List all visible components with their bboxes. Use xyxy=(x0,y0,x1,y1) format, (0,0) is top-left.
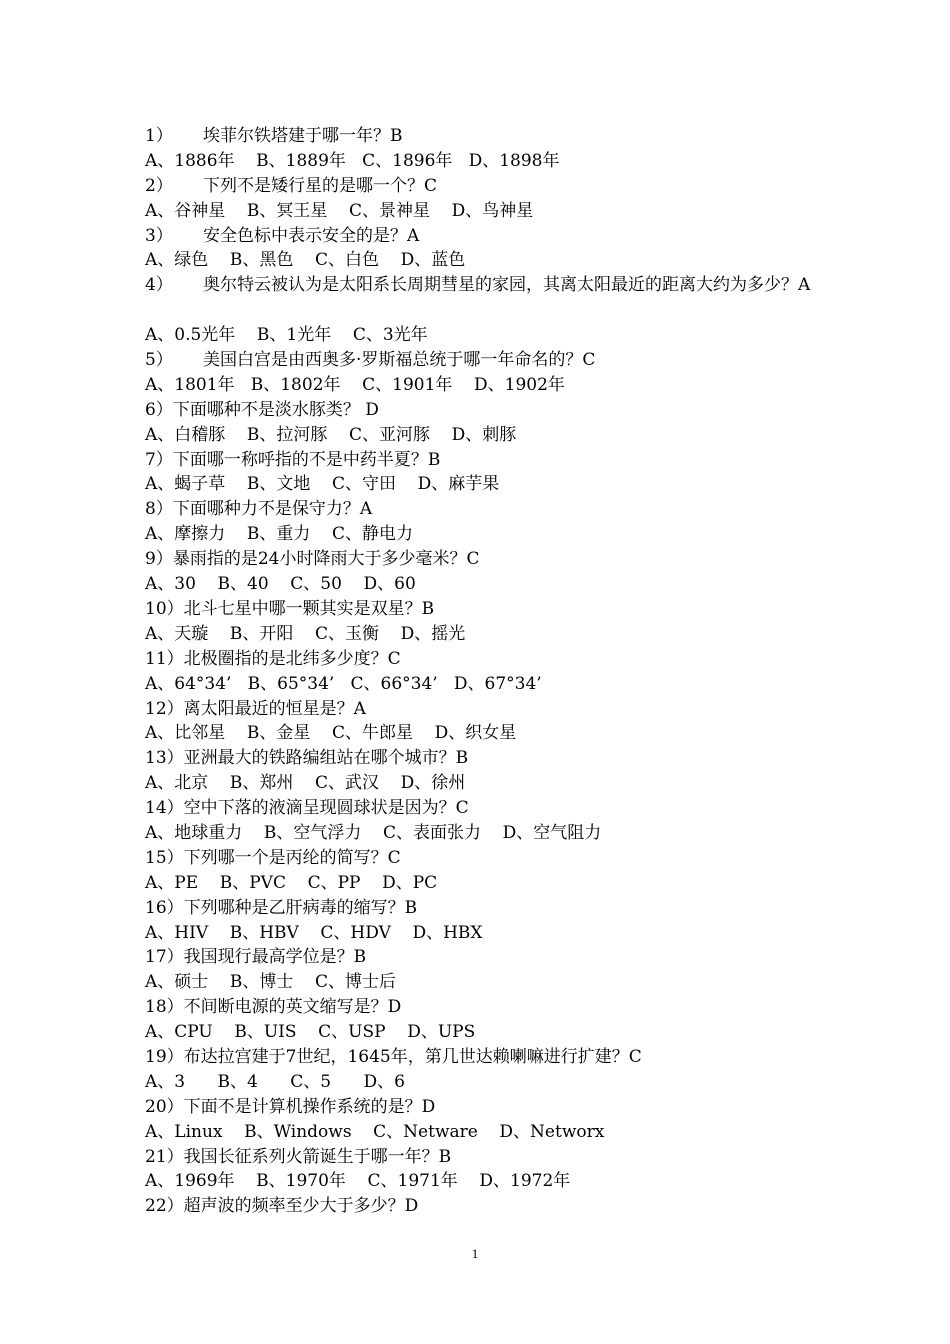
question-2 xyxy=(145,174,835,199)
question-11: 11）北极圈指的是北纬多少度？C xyxy=(145,648,401,669)
question-13: 13）亚洲最大的铁路编组站在哪个城市？B xyxy=(145,748,469,769)
question-number: 2） xyxy=(145,175,173,196)
question-4 xyxy=(145,273,835,323)
question-9-options: A、30 B、40 C、50 D、60 xyxy=(145,574,416,595)
question-10: 10）北斗七星中哪一颗其实是双星？B xyxy=(145,598,435,619)
question-text: 奥尔特云被认为是太阳系长周期彗星的家园，其离太阳最近的距离大约为多少？A xyxy=(203,275,811,296)
question-15: 15）下列哪一个是丙纶的简写？C xyxy=(145,847,401,868)
question-12: 12）离太阳最近的恒星是？A xyxy=(145,698,366,719)
question-8: 8）下面哪种力不是保守力？A xyxy=(145,499,373,520)
question-text: 美国白宫是由西奥多·罗斯福总统于哪一年命名的？C xyxy=(203,350,596,371)
question-1-options: A、1886年 B、1889年 C、1896年 D、1898年 xyxy=(145,150,560,171)
question-6: 6）下面哪种不是淡水豚类？ D xyxy=(145,399,379,420)
question-number: 4） xyxy=(145,275,173,296)
question-number: 5） xyxy=(145,350,173,371)
question-7-options: A、蝎子草 B、文地 C、守田 D、麻芋果 xyxy=(145,474,500,495)
question-1 xyxy=(145,124,835,149)
question-number: 1） xyxy=(145,126,173,146)
question-text: 安全色标中表示安全的是？A xyxy=(203,225,420,246)
question-8-options: A、摩擦力 B、重力 C、静电力 xyxy=(145,524,414,545)
question-20-options: A、Linux B、Windows C、Netware D、Networx xyxy=(145,1121,605,1142)
question-13-options: A、北京 B、郑州 C、武汉 D、徐州 xyxy=(145,773,466,794)
question-7: 7）下面哪一称呼指的不是中药半夏？B xyxy=(145,449,441,470)
page-number: 1 xyxy=(471,1246,479,1261)
question-21-options: A、1969年 B、1970年 C、1971年 D、1972年 xyxy=(145,1171,571,1192)
question-19-options: A、3 B、4 C、5 D、6 xyxy=(145,1071,405,1092)
question-3-options: A、绿色 B、黑色 C、白色 D、蓝色 xyxy=(145,250,466,271)
question-18-options: A、CPU B、UIS C、USP D、UPS xyxy=(145,1022,476,1043)
question-12-options: A、比邻星 B、金星 C、牛郎星 D、织女星 xyxy=(145,723,517,744)
question-text: 埃菲尔铁塔建于哪一年？B xyxy=(203,126,403,146)
question-15-options: A、PE B、PVC C、PP D、PC xyxy=(145,872,438,893)
question-10-options: A、天璇 B、开阳 C、玉衡 D、摇光 xyxy=(145,623,466,644)
question-4-options: A、0.5光年 B、1光年 C、3光年 xyxy=(145,325,428,346)
question-9: 9）暴雨指的是24小时降雨大于多少毫米？C xyxy=(145,549,480,570)
question-11-options: A、64°34’ B、65°34’ C、66°34’ D、67°34’ xyxy=(145,673,542,694)
question-5-options: A、1801年 B、1802年 C、1901年 D、1902年 xyxy=(145,374,565,395)
question-20: 20）下面不是计算机操作系统的是？D xyxy=(145,1096,436,1117)
question-14-options: A、地球重力 B、空气浮力 C、表面张力 D、空气阻力 xyxy=(145,822,602,843)
question-21: 21）我国长征系列火箭诞生于哪一年？B xyxy=(145,1146,452,1167)
question-14: 14）空中下落的液滴呈现圆球状是因为？C xyxy=(145,798,469,819)
question-number: 3） xyxy=(145,225,173,246)
question-3 xyxy=(145,224,835,249)
question-17-options: A、硕士 B、博士 C、博士后 xyxy=(145,972,397,993)
question-22: 22）超声波的频率至少大于多少？D xyxy=(145,1196,419,1217)
document-body xyxy=(145,124,835,1219)
question-16-options: A、HIV B、HBV C、HDV D、HBX xyxy=(145,922,483,943)
question-18: 18）不间断电源的英文缩写是？D xyxy=(145,997,402,1018)
question-6-options: A、白稽豚 B、拉河豚 C、亚河豚 D、刺豚 xyxy=(145,424,517,445)
question-19: 19）布达拉宫建于7世纪，1645年，第几世达赖喇嘛进行扩建？C xyxy=(145,1046,642,1067)
question-16: 16）下列哪种是乙肝病毒的缩写？B xyxy=(145,897,418,918)
question-2-options: A、谷神星 B、冥王星 C、景神星 D、鸟神星 xyxy=(145,200,534,221)
question-text: 下列不是矮行星的是哪一个？C xyxy=(203,175,438,196)
question-5 xyxy=(145,348,835,373)
question-17: 17）我国现行最高学位是？B xyxy=(145,947,367,968)
